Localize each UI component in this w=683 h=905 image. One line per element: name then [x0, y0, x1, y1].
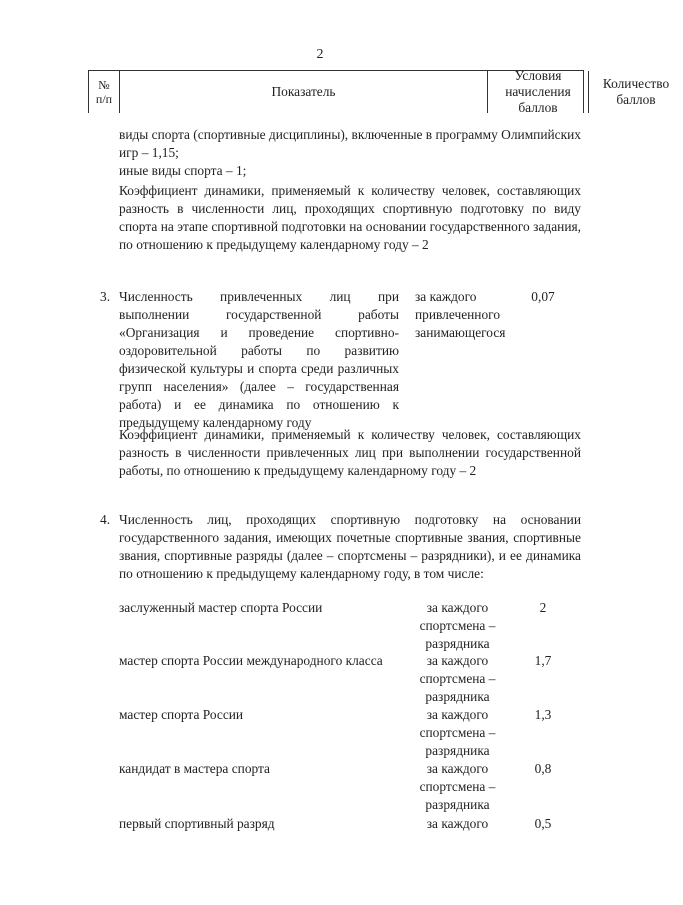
row-condition: за каждого спортсмена – разрядника — [419, 761, 496, 812]
row-label: мастер спорта России международного класса — [119, 653, 383, 668]
row-points: 0,8 — [534, 761, 552, 776]
row-points: 1,3 — [534, 707, 552, 722]
header-indicator: Показатель — [120, 71, 488, 113]
row-label: кандидат в мастера спорта — [119, 761, 271, 776]
item3-number: 3. — [100, 289, 111, 304]
item3-coef: Коэффициент динамики, применяемый к количеству человек, составляющих разность в численности привлеченных лиц при выполнении государственной работы, по отношению к предыдущему календарному году – 2 — [119, 427, 581, 478]
continuation-line2: иные виды спорта – 1; — [119, 163, 247, 178]
row-label: заслуженный мастер спорта России — [119, 600, 323, 615]
row-label: мастер спорта России — [119, 707, 244, 722]
header-points: Количество баллов — [602, 76, 670, 107]
item4-intro: Численность лиц, проходящих спортивную подготовку на основании государственного задания, имеющих почетные спортивные звания, спортивные звания, спортивные разряды (далее – спортсмены – разрядники), и ее динамика по отношению к предыдущему календарному году, в том числе: — [119, 512, 581, 581]
row-label: первый спортивный разряд — [119, 816, 275, 831]
page-number: 2 — [316, 47, 324, 62]
item3-condition: за каждого привлеченного занимающегося — [415, 289, 506, 340]
table-header — [88, 68, 670, 115]
row-condition: за каждого спортсмена – разрядника — [419, 653, 496, 704]
row-points: 2 — [539, 600, 547, 615]
row-condition: за каждого — [426, 816, 489, 831]
header-conditions: Условия начисления баллов — [488, 71, 589, 113]
item3-indicator: Численность привлеченных лиц при выполнении государственной работы «Организация и проведение спортивно-оздоровительной работы по развитию физической культуры и спорта среди различных групп населения» (далее – государственная работа) и ее динамика по отношению к предыдущему календарному году — [119, 289, 399, 430]
continuation-coef: Коэффициент динамики, применяемый к количеству человек, составляющих разность в численности лиц, проходящих спортивную подготовку по виду спорта на этапе спортивной подготовки на основании государственного задания, по отношению к предыдущему календарному году – 2 — [119, 183, 581, 252]
continuation-line1: виды спорта (спортивные дисциплины), включенные в программу Олимпийских игр – 1,15; — [119, 127, 581, 160]
item4-number: 4. — [100, 512, 111, 527]
header-num: № п/п — [89, 71, 120, 113]
item3-points: 0,07 — [531, 289, 555, 304]
row-condition: за каждого спортсмена – разрядника — [419, 707, 496, 758]
row-points: 1,7 — [534, 653, 552, 668]
row-points: 0,5 — [534, 816, 552, 831]
row-condition: за каждого спортсмена – разрядника — [419, 600, 496, 651]
